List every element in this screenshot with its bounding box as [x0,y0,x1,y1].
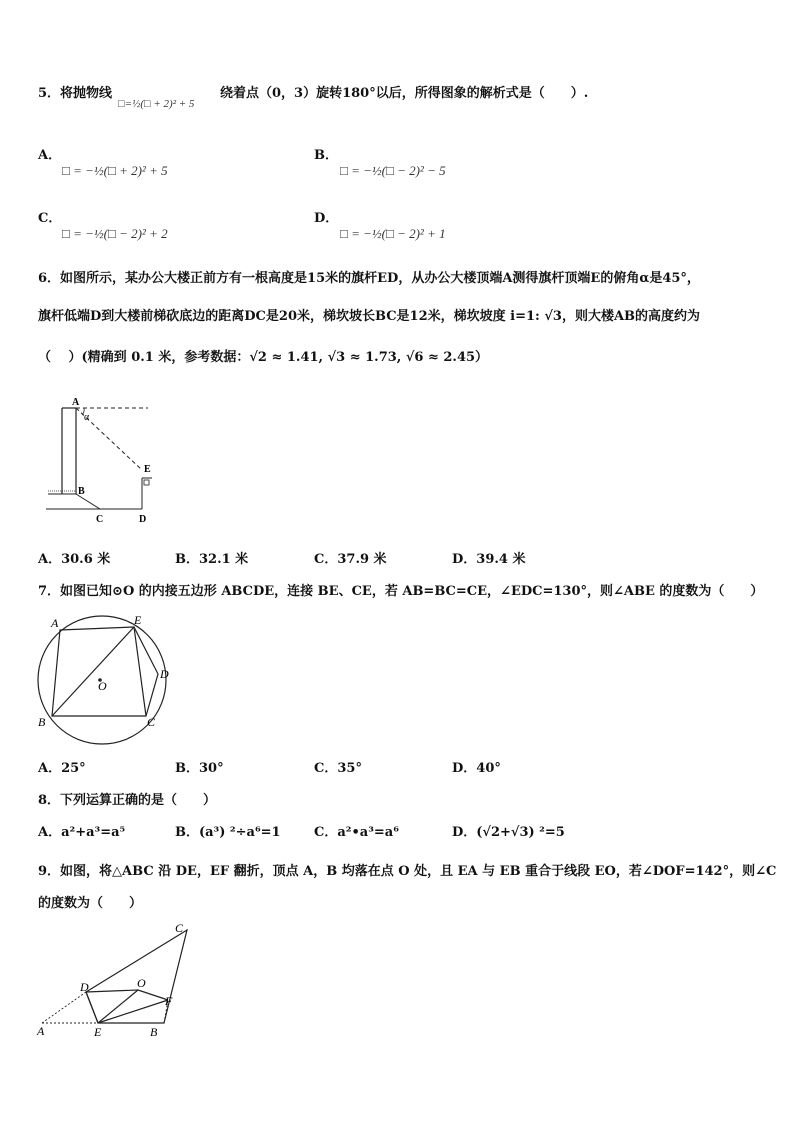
q5-option-c-formula: □ = −½(□ − 2)² + 2 [62,226,168,241]
q8-option-a: A．a²+a³=a⁵ [38,825,126,840]
q8-option-b: B．(a³) ²÷a⁶=1 [175,825,281,840]
q7-stem: 7．如图已知⊙O 的内接五边形 ABCDE，连接 BE、CE，若 AB=BC=CE，∠EDC=130°，则∠ABE 的度数为（ ） [38,584,764,599]
q6-option-d: D．39.4 米 [452,552,526,567]
q6-option-b: B．32.1 米 [175,552,249,567]
q9-label-c: C [175,921,184,935]
q6-label-alpha: α [84,412,90,423]
q7-label-d: D [160,667,169,681]
q6-label-d: D [139,514,147,525]
q6-line3: （ ）(精确到 0.1 米，参考数据：√2 ≈ 1.41, √3 ≈ 1.73, √6 ≈ 2.45） [38,350,489,365]
q9-label-d: D [80,980,89,994]
q5-option-b-formula: □ = −½(□ − 2)² − 5 [340,163,446,178]
q7-figure [30,612,180,752]
q8-option-c: C．a²•a³=a⁶ [314,825,399,840]
q7-option-b: B．30° [175,761,224,776]
q7-label-b: B [38,715,46,729]
q6-label-c: C [96,514,104,525]
q9-figure [34,918,204,1044]
q5-stem: 绕着点（0，3）旋转180°以后，所得图象的解析式是（ ）. [220,86,589,101]
q9-label-b: B [150,1025,158,1039]
q5-formula: □=½(□ + 2)² + 5 [118,98,195,110]
q6-option-c: C．37.9 米 [314,552,387,567]
q7-label-o: O [98,679,107,693]
q6-line1: 6．如图所示，某办公大楼正前方有一根高度是15米的旗杆ED，从办公大楼顶端A测得旗杆顶端E的俯角α是45°， [38,271,700,286]
q9-label-e: E [94,1025,102,1039]
q7-option-c: C．35° [314,761,362,776]
q6-line2: 旗杆低端D到大楼前梯砍底边的距离DC是20米，梯坎坡长BC是12米，梯坎坡度 i=1: √3，则大楼AB的高度约为 [38,309,701,324]
q6-label-e: E [144,464,151,475]
q7-option-d: D．40° [452,761,501,776]
q9-label-f: F [165,994,173,1008]
q5-option-d-formula: □ = −½(□ − 2)² + 1 [340,226,446,241]
q7-label-e: E [134,613,142,627]
q5-number: 5．将抛物线 [38,86,113,101]
q8-stem: 8．下列运算正确的是（ ） [38,793,217,808]
q7-label-a: A [51,616,59,630]
q5-option-c-label: C． [38,211,62,226]
q6-label-b: B [78,486,85,497]
q5-option-b-label: B． [314,148,338,163]
q5-option-d-label: D． [314,211,339,226]
q9-line2: 的度数为（ ） [38,896,143,911]
q8-option-d: D．(√2+√3) ²=5 [452,825,565,840]
q7-option-a: A．25° [38,761,86,776]
q6-option-a: A．30.6 米 [38,552,111,567]
q5-option-a-formula: □ = −½(□ + 2)² + 5 [62,163,168,178]
q5-option-a-label: A． [38,148,62,163]
q9-label-o: O [137,976,146,990]
q6-label-a: A [72,397,80,408]
q9-label-a: A [37,1024,45,1038]
q9-line1: 9．如图，将△ABC 沿 DE，EF 翻折，顶点 A，B 均落在点 O 处，且 EA 与 EB 重合于线段 EO，若∠DOF=142°，则∠C [38,864,777,879]
q7-label-c: C [147,715,156,729]
q6-figure [40,390,170,530]
